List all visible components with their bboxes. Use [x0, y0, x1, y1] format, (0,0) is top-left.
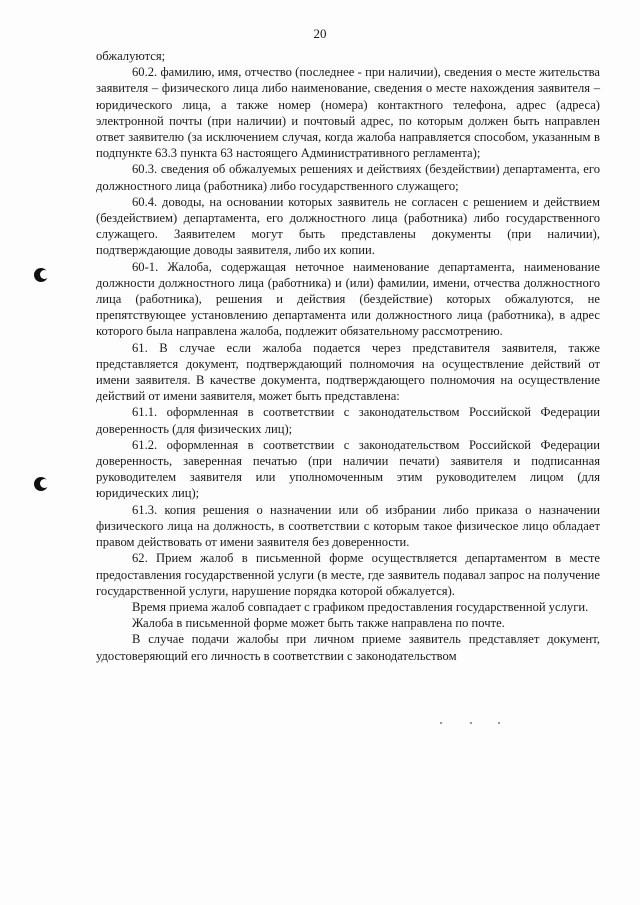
paragraph-60-2: 60.2. фамилию, имя, отчество (последнее - при наличии), сведения о месте жительства заявителя – физического лица либо наименование, сведения о месте нахождения заявителя – юридического лица, а также номер (номера) контактного телефона, адрес (адреса) электронной почты (при наличии) и почтовый адрес, по которым должен быть направлен ответ заявителю (за исключением случая, когда жалоба направляется способом, указанным в подпункте 63.3 пункта 63 настоящего Административного регламента);	[96, 65, 600, 161]
paragraph-reception-time: Время приема жалоб совпадает с графиком предоставления государственной услуги.	[132, 599, 589, 614]
paragraph-60-4: 60.4. доводы, на основании которых заявитель не согласен с решением и действием (бездействием) департамента, его должностного лица (работника) либо государственного служащего. Заявителем могут быть представлены документы (при наличии), подтверждающие доводы заявителя, либо их копии.	[96, 194, 600, 258]
binder-hole-mark	[34, 268, 48, 282]
binder-hole-mark	[34, 477, 48, 491]
document-body	[96, 48, 600, 664]
paragraph-61-3: 61.3. копия решения о назначении или об избрании либо приказа о назначении физического лица на должность, в соответствии с которым такое физическое лицо обладает правом действовать от имени заявителя без доверенности.	[96, 502, 600, 550]
paragraph-60-1: 60-1. Жалоба, содержащая неточное наименование департамента, наименование должности должностного лица (работника) и (или) фамилии, имени, отчества должностного лица (работника), решения и действия (бездействие) которых обжалуются, не препятствующее установлению департамента или должностного лица (работника), в адрес которого была направлена жалоба, подлежит обязательному рассмотрению.	[96, 259, 600, 339]
paragraph-continuation: обжалуются;	[96, 49, 166, 63]
paragraph-62: 62. Прием жалоб в письменной форме осуществляется департаментом в месте предоставления государственной услуги (в месте, где заявитель подавал запрос на получение государственной услуги, нарушение порядка которой обжалуется).	[96, 551, 600, 598]
paragraph-61: 61. В случае если жалоба подается через представителя заявителя, также представляется документ, подтверждающий полномочия на осуществление действий от имени заявителя. В качестве документа, подтверждающего полномочия на осуществление действий от имени заявителя, может быть представлена:	[96, 340, 600, 404]
page-number: 20	[313, 26, 327, 41]
paragraph-61-1: 61.1. оформленная в соответствии с законодательством Российской Федерации доверенность (для физических лиц);	[96, 405, 600, 436]
paragraph-mail-submission: Жалоба в письменной форме может быть также направлена по почте.	[132, 616, 505, 631]
paragraph-60-3: 60.3. сведения об обжалуемых решениях и действиях (бездействии) департамента, его должностного лица (работника) либо государственного служащего;	[96, 162, 600, 193]
paragraph-personal-reception: В случае подачи жалобы при личном приеме заявитель представляет документ, удостоверяющий его личность в соответствии с законодательством	[96, 632, 600, 663]
scan-specks	[440, 722, 520, 726]
paragraph-61-2: 61.2. оформленная в соответствии с законодательством Российской Федерации доверенность, заверенная печатью (при наличии печати) заявителя и подписанная руководителем заявителя или уполномоченным этим руководителем лицом (для юридических лиц);	[96, 437, 600, 501]
